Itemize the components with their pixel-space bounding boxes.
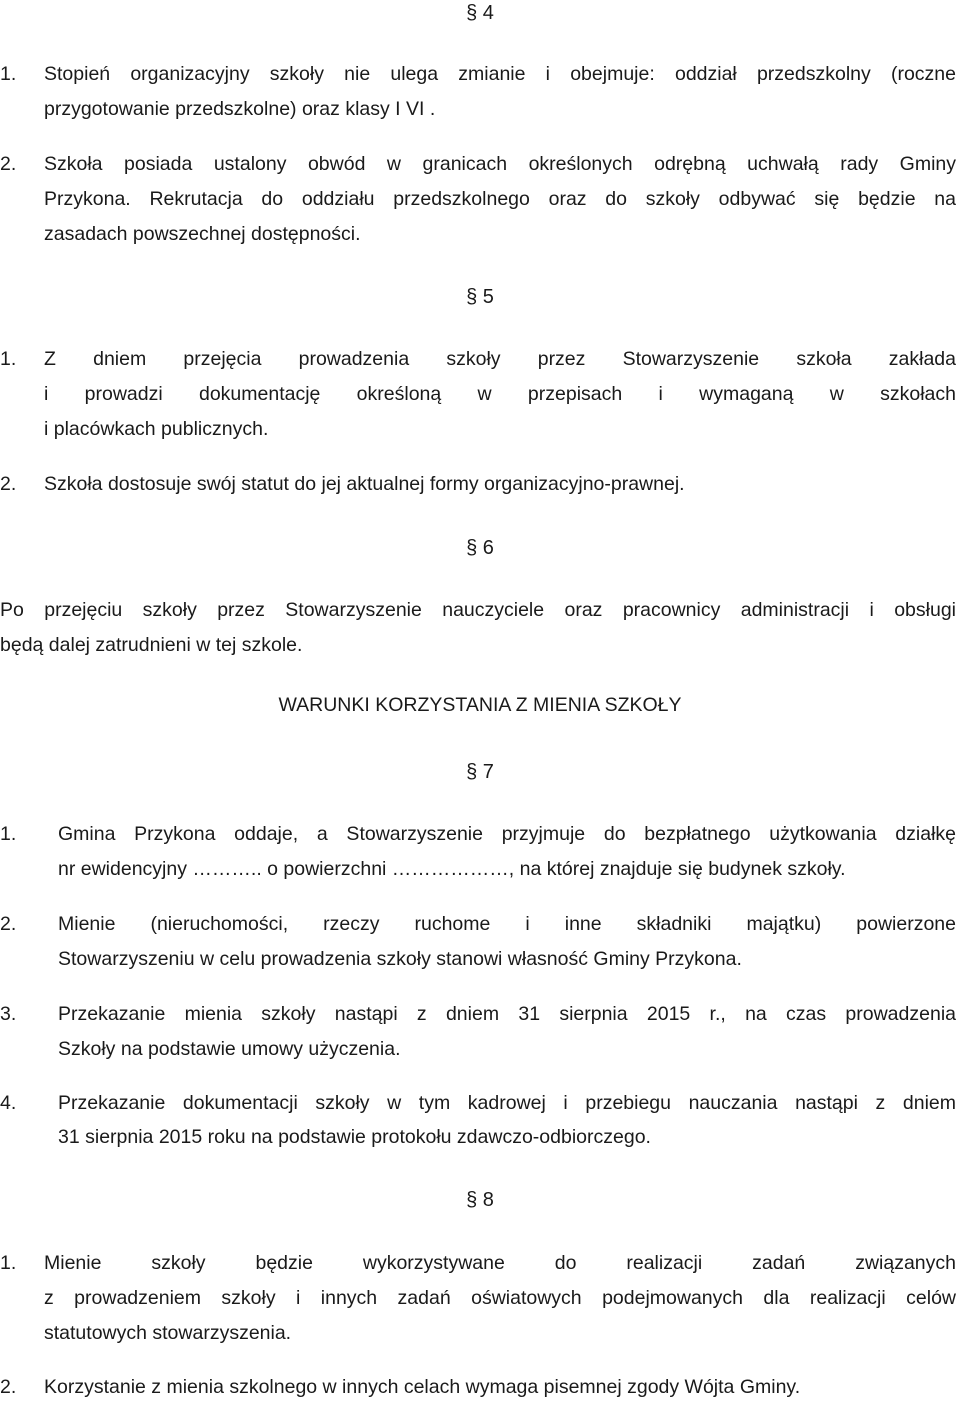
paragraph-line: z prowadzeniem szkoły i innych zadań oświatowych podejmowanych dla realizacji celów — [44, 1287, 956, 1309]
paragraph-line: Mienie szkoły będzie wykorzystywane do realizacji zadań związanych — [44, 1252, 956, 1274]
section-mark-6: § 6 — [466, 537, 494, 559]
paragraph-line: i placówkach publicznych. — [44, 418, 269, 440]
paragraph-line: i prowadzi dokumentację określoną w przepisach i wymaganą w szkołach — [44, 383, 956, 405]
list-number: 2. — [0, 153, 17, 175]
list-number: 2. — [0, 473, 17, 495]
paragraph-line: Stowarzyszeniu w celu prowadzenia szkoły stanowi własność Gminy Przykona. — [58, 948, 742, 970]
list-number: 4. — [0, 1092, 17, 1114]
paragraph-line: Przekazanie mienia szkoły nastąpi z dniem 31 sierpnia 2015 r., na czas prowadzenia — [58, 1003, 956, 1025]
paragraph-line: 31 sierpnia 2015 roku na podstawie protokołu zdawczo-odbiorczego. — [58, 1126, 651, 1148]
paragraph-line: Z dniem przejęcia prowadzenia szkoły przez Stowarzyszenie szkoła zakłada — [44, 348, 956, 370]
paragraph-line: statutowych stowarzyszenia. — [44, 1322, 292, 1344]
paragraph-line: Mienie (nieruchomości, rzeczy ruchome i inne składniki majątku) powierzone — [58, 913, 956, 935]
paragraph-line: przygotowanie przedszkolne) oraz klasy I VI . — [44, 98, 436, 120]
paragraph-line: nr ewidencyjny ……….. o powierzchni ………………, na której znajduje się budynek szkoły. — [58, 858, 846, 880]
list-number: 1. — [0, 63, 17, 85]
section-heading: WARUNKI KORZYSTANIA Z MIENIA SZKOŁY — [278, 694, 682, 716]
paragraph-line: Przekazanie dokumentacji szkoły w tym kadrowej i przebiegu nauczania nastąpi z dniem — [58, 1092, 956, 1114]
section-mark-7: § 7 — [466, 761, 494, 783]
list-number: 3. — [0, 1003, 17, 1025]
section-mark-8: § 8 — [466, 1189, 494, 1211]
paragraph-line: będą dalej zatrudnieni w tej szkole. — [0, 634, 303, 656]
list-number: 2. — [0, 913, 17, 935]
paragraph-line: Przykona. Rekrutacja do oddziału przedszkolnego oraz do szkoły odbywać się będzie na — [44, 188, 956, 210]
list-number: 1. — [0, 823, 17, 845]
paragraph-line: Szkoła dostosuje swój statut do jej aktualnej formy organizacyjno-prawnej. — [44, 473, 685, 495]
list-number: 2. — [0, 1376, 17, 1398]
paragraph-line: Szkoła posiada ustalony obwód w granicach określonych odrębną uchwałą rady Gminy — [44, 153, 956, 175]
paragraph-line: Korzystanie z mienia szkolnego w innych celach wymaga pisemnej zgody Wójta Gminy. — [44, 1376, 801, 1398]
list-number: 1. — [0, 348, 17, 370]
paragraph-line: zasadach powszechnej dostępności. — [44, 223, 361, 245]
list-number: 1. — [0, 1252, 17, 1274]
section-mark-4: § 4 — [466, 2, 494, 24]
section-mark-5: § 5 — [466, 286, 494, 308]
paragraph-line: Gmina Przykona oddaje, a Stowarzyszenie przyjmuje do bezpłatnego użytkowania działkę — [58, 823, 956, 845]
paragraph-line: Stopień organizacyjny szkoły nie ulega zmianie i obejmuje: oddział przedszkolny (roczne — [44, 63, 956, 85]
paragraph-line: Po przejęciu szkoły przez Stowarzyszenie nauczyciele oraz pracownicy administracji i obsługi — [0, 599, 956, 621]
paragraph-line: Szkoły na podstawie umowy użyczenia. — [58, 1038, 401, 1060]
